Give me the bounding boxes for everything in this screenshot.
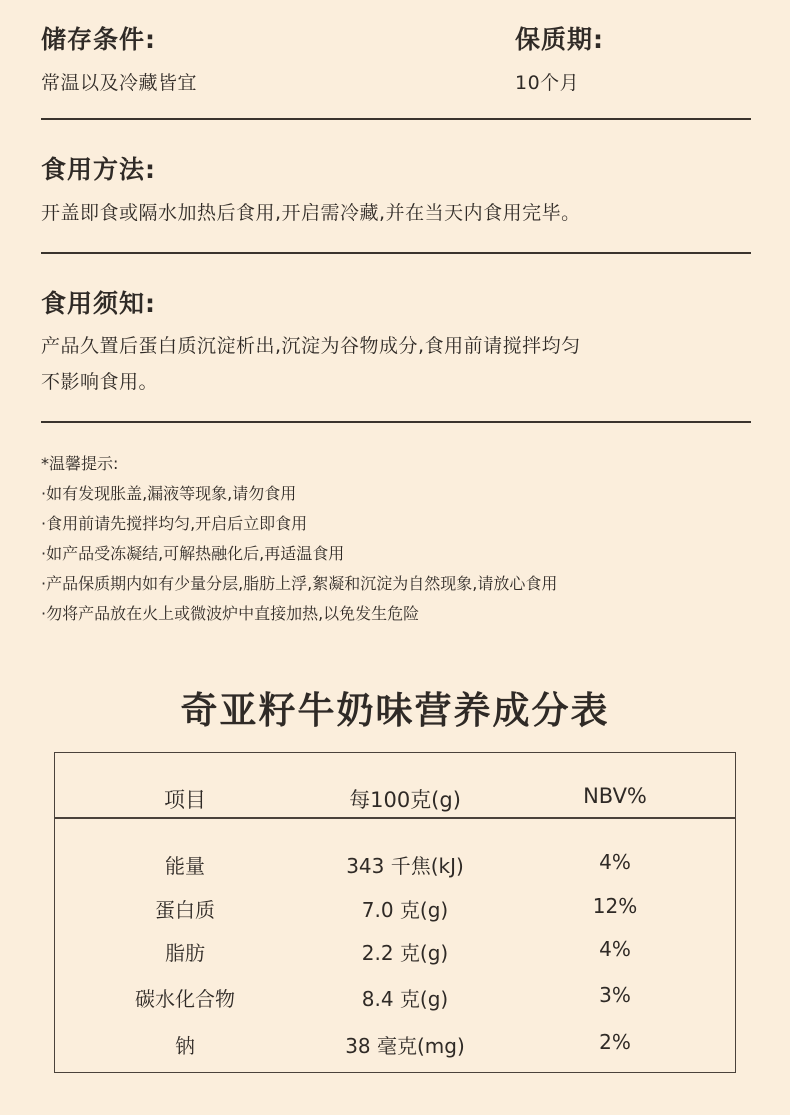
row-fat-nbv: 4%	[599, 937, 631, 961]
row-carbs-value: 8.4 克(g)	[361, 987, 449, 1011]
header-per-100g: 每100克(g)	[349, 788, 461, 812]
tip-item: ·食用前请先搅拌均匀,开启后立即食用	[41, 514, 308, 533]
row-energy-nbv: 4%	[599, 850, 631, 874]
usage-text: 开盖即食或隔水加热后食用,开启需冷藏,并在当天内食用完毕。	[41, 202, 581, 224]
header-nbv: NBV%	[583, 784, 647, 808]
shelf-life-label: 保质期:	[515, 25, 604, 54]
divider	[41, 252, 751, 254]
tip-item: ·勿将产品放在火上或微波炉中直接加热,以免发生危险	[41, 604, 420, 623]
row-sodium-value: 38 毫克(mg)	[345, 1034, 465, 1058]
divider	[41, 421, 751, 423]
row-fat-value: 2.2 克(g)	[361, 941, 449, 965]
notice-label: 食用须知:	[41, 289, 156, 318]
row-sodium-nbv: 2%	[599, 1030, 631, 1054]
storage-value: 常温以及冷藏皆宜	[41, 72, 198, 94]
tip-item: ·如产品受冻凝结,可解热融化后,再适温食用	[41, 544, 345, 563]
tips-title: *温馨提示:	[41, 454, 119, 473]
storage-label: 储存条件:	[41, 25, 156, 54]
nutrition-title: 奇亚籽牛奶味营养成分表	[180, 689, 610, 732]
notice-line-2: 不影响食用。	[41, 371, 159, 393]
row-protein-value: 7.0 克(g)	[361, 898, 449, 922]
usage-label: 食用方法:	[41, 155, 156, 184]
shelf-life-value: 10个月	[515, 72, 580, 94]
notice-line-1: 产品久置后蛋白质沉淀析出,沉淀为谷物成分,食用前请搅拌均匀	[41, 335, 581, 357]
tip-item: ·如有发现胀盖,漏液等现象,请勿食用	[41, 484, 297, 503]
row-protein-name: 蛋白质	[155, 898, 215, 922]
table-header-divider	[54, 817, 736, 819]
row-sodium-name: 钠	[175, 1034, 195, 1058]
row-carbs-nbv: 3%	[599, 983, 631, 1007]
row-fat-name: 脂肪	[165, 941, 205, 965]
divider	[41, 118, 751, 120]
row-energy-name: 能量	[165, 854, 205, 878]
row-carbs-name: 碳水化合物	[135, 987, 235, 1011]
tip-item: ·产品保质期内如有少量分层,脂肪上浮,絮凝和沉淀为自然现象,请放心食用	[41, 574, 558, 593]
header-item: 项目	[164, 788, 206, 812]
row-protein-nbv: 12%	[592, 894, 638, 918]
row-energy-value: 343 千焦(kJ)	[346, 854, 464, 878]
